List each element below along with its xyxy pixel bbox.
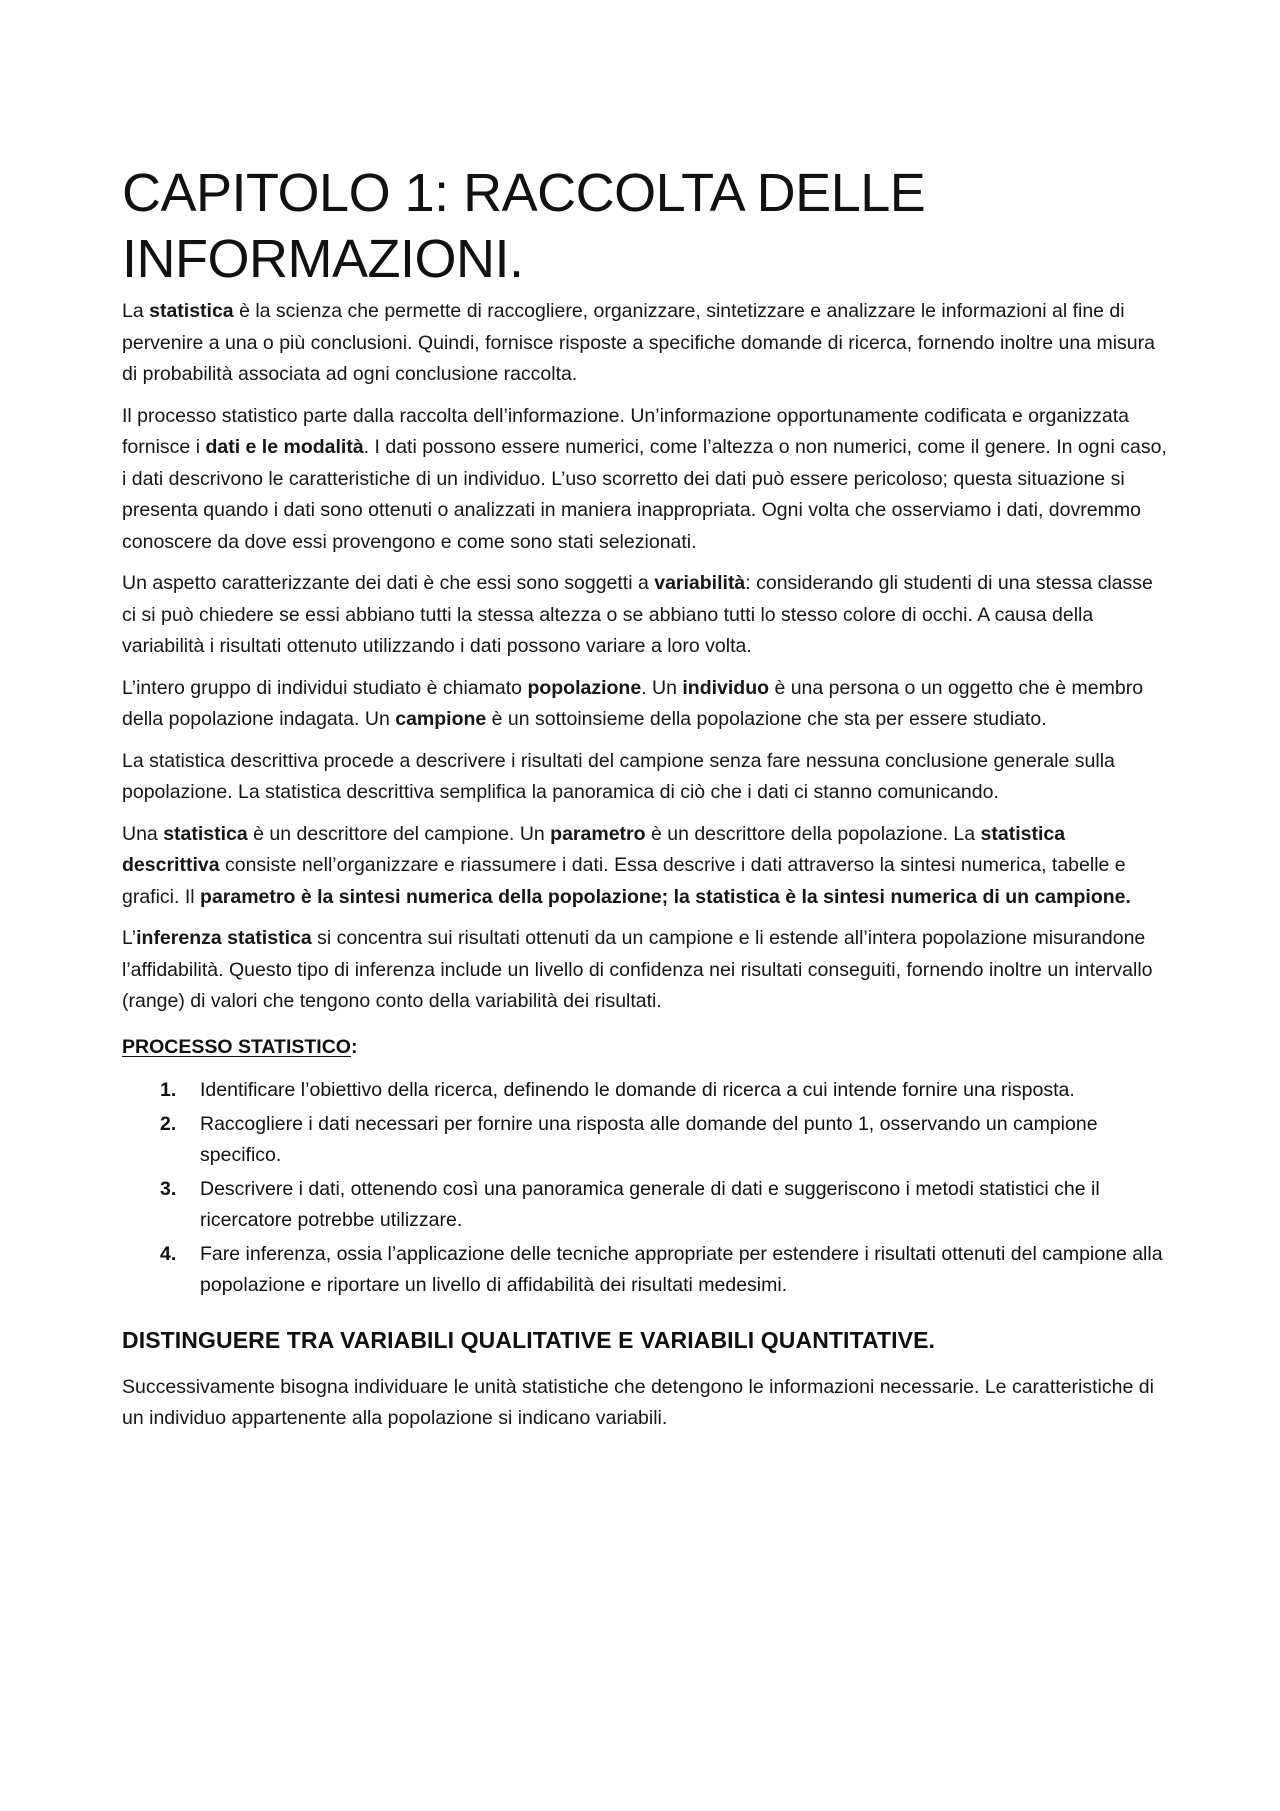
- chapter-title: [122, 160, 942, 292]
- list-item: [160, 1174, 1168, 1237]
- section-heading-variabili: DISTINGUERE TRA VARIABILI QUALITATIVE E VARIABILI QUANTITATIVE.: [122, 1326, 935, 1353]
- list-item-number: 2.: [160, 1112, 177, 1135]
- paragraph-variabilita: Un aspetto caratterizzante dei dati è che essi sono soggetti a variabilità: considerando gli studenti di una stessa classe ci si può chiedere se essi abbiano tutti la stessa altezza o se abbiano tutti lo stesso colore di occhi. A causa della variabilità i risultati ottenuto utilizzando i dati possono variare a loro volta.: [122, 572, 1153, 657]
- list-item-number: 1.: [160, 1079, 177, 1101]
- paragraph-unita-statistiche: Successivamente bisogna individuare le unità statistiche che detengono le informazioni necessarie. Le caratteristiche di un individuo appartenente alla popolazione si indicano variabili.: [122, 1375, 1154, 1429]
- process-heading: PROCESSO STATISTICO:: [122, 1035, 358, 1058]
- paragraph-statistica-definition: La statistica è la scienza che permette di raccogliere, organizzare, sintetizzare e analizzare le informazioni al fine di pervenire a una o più conclusioni. Quindi, fornisce risposte a specifiche domande di ricerca, fornendo inoltre una misura di probabilità associata ad ogni conclusione raccolta.: [122, 300, 1155, 385]
- list-item-text: Fare inferenza, ossia l’applicazione delle tecniche appropriate per estendere i risultati ottenuti del campione alla popolazione e riportare un livello di affidabilità dei risultati medesimi.: [200, 1242, 1163, 1296]
- process-steps-list: [122, 1075, 1168, 1302]
- list-item-text: Identificare l’obiettivo della ricerca, definendo le domande di ricerca a cui intende fornire una risposta.: [200, 1079, 1075, 1101]
- list-item: [160, 1075, 1168, 1107]
- paragraph-inferenza-statistica: L’inferenza statistica si concentra sui risultati ottenuti da un campione e li estende all’intera popolazione misurandone l’affidabilità. Questo tipo di inferenza include un livello di confidenza nei risultati conseguiti, fornendo inoltre un intervallo (range) di valori che tengono conto della variabilità dei risultati.: [122, 927, 1153, 1012]
- list-item-number: 3.: [160, 1177, 177, 1200]
- list-item-text: Raccogliere i dati necessari per fornire una risposta alle domande del punto 1, osservando un campione specifico.: [200, 1112, 1098, 1166]
- chapter-title-line-2: INFORMAZIONI.: [122, 229, 524, 289]
- list-item-number: 4.: [160, 1242, 177, 1265]
- list-item: [160, 1239, 1168, 1302]
- paragraph-processo-statistico: Il processo statistico parte dalla raccolta dell’informazione. Un’informazione opportunamente codificata e organizzata fornisce i dati e le modalità. I dati possono essere numerici, come l’altezza o non numerici, come il genere. In ogni caso, i dati descrivono le caratteristiche di un individuo. L’uso scorretto dei dati può essere pericoloso; questa situazione si presenta quando i dati sono ottenuti o analizzati in maniera inappropriata. Ogni volta che osserviamo i dati, dovremmo conoscere da dove essi provengono e come sono stati selezionati.: [122, 404, 1167, 553]
- list-item-text: Descrivere i dati, ottenendo così una panoramica generale di dati e suggeriscono i metodi statistici che il ricercatore potrebbe utilizzare.: [200, 1177, 1100, 1231]
- paragraph-popolazione: L’intero gruppo di individui studiato è chiamato popolazione. Un individuo è una persona o un oggetto che è membro della popolazione indagata. Un campione è un sottoinsieme della popolazione che sta per essere studiato.: [122, 676, 1144, 730]
- paragraph-parametro: Una statistica è un descrittore del campione. Un parametro è un descrittore della popolazione. La statistica descrittiva consiste nell’organizzare e riassumere i dati. Essa descrive i dati attraverso la sintesi numerica, tabelle e grafici. Il parametro è la sintesi numerica della popolazione; la statistica è la sintesi numerica di un campione.: [122, 822, 1131, 908]
- paragraph-statistica-descrittiva: La statistica descrittiva procede a descrivere i risultati del campione senza fare nessuna conclusione generale sulla popolazione. La statistica descrittiva semplifica la panoramica di ciò che i dati ci stanno comunicando.: [122, 749, 1115, 803]
- list-item: [160, 1109, 1168, 1172]
- chapter-title-line-1: CAPITOLO 1: RACCOLTA DELLE: [122, 163, 926, 223]
